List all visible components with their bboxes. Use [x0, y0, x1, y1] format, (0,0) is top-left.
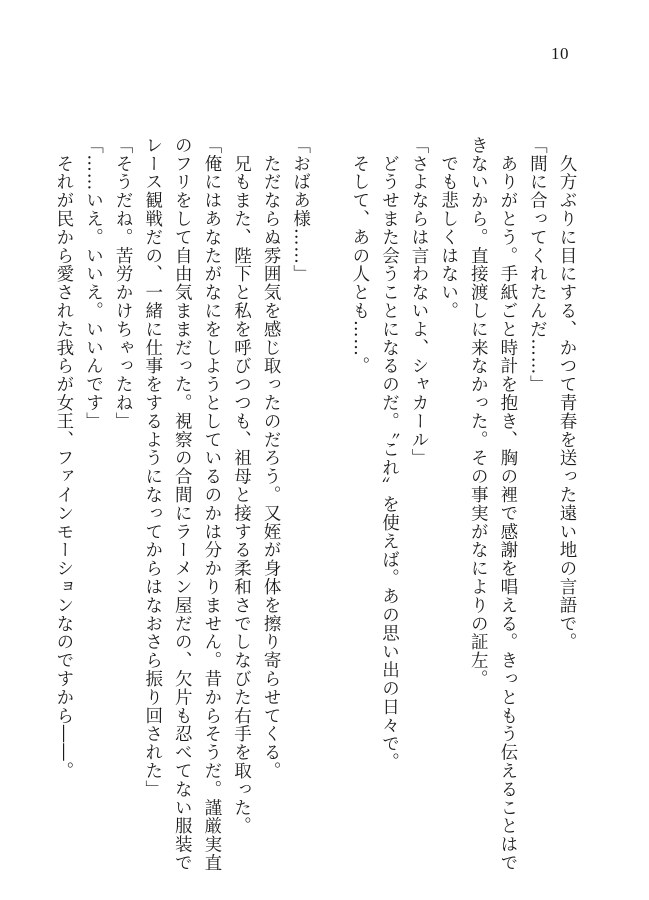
- text-line: レース観戦だの、一緒に仕事をするようになってからはなおさら振り回された」: [142, 136, 163, 799]
- text-line: 「俺にはあなたがなにをしようとしているのかは分かりません。昔からそうだ。謹厳実直: [201, 136, 222, 872]
- page-number: 10: [551, 44, 569, 63]
- text-line: ただならぬ雰囲気を感じ取ったのだろう。又姪が身体を擦り寄らせてくる。: [261, 136, 282, 780]
- text-line: 「……いえ。いいえ。いいんです」: [83, 136, 104, 431]
- blank-line: [315, 136, 345, 836]
- text-line: 「そうだね。苦労かけちゃったね」: [113, 136, 134, 431]
- text-line: 兄もまた、陛下と私を呼びつつも、祖母と接する柔和さでしなびた右手を取った。: [231, 136, 252, 836]
- novel-text-body: [48, 136, 581, 872]
- text-line: 久方ぶりに目にする、かつて青春を送った遠い地の言語で。: [557, 136, 577, 652]
- text-line: 「間に合ってくれたんだ……」: [527, 136, 548, 394]
- text-line: そして、あの人とも……。: [349, 136, 370, 376]
- text-line: 「おばあ様……」: [290, 136, 311, 284]
- text-line: きないから。直接渡しに来なかった。その事実がなによりの証左。: [468, 136, 489, 688]
- text-line: ありがとう。手紙ごと時計を抱き、胸の裡で感謝を唱える。きっともう伝えることはで: [497, 136, 518, 872]
- text-line: 「さよならは言わないよ、シャカール」: [409, 136, 430, 468]
- text-line: のフリをして自由気ままだった。視察の合間にラーメン屋だの、欠片も忍べてない服装で: [172, 136, 193, 872]
- text-line: それが民から愛された我らが女王、ファインモーションなのですから――。: [53, 136, 74, 780]
- text-line: どうせまた会うことになるのだ。〝これ〟を使えば。あの思い出の日々で。: [379, 136, 400, 772]
- text-line: でも悲しくはない。: [438, 136, 459, 320]
